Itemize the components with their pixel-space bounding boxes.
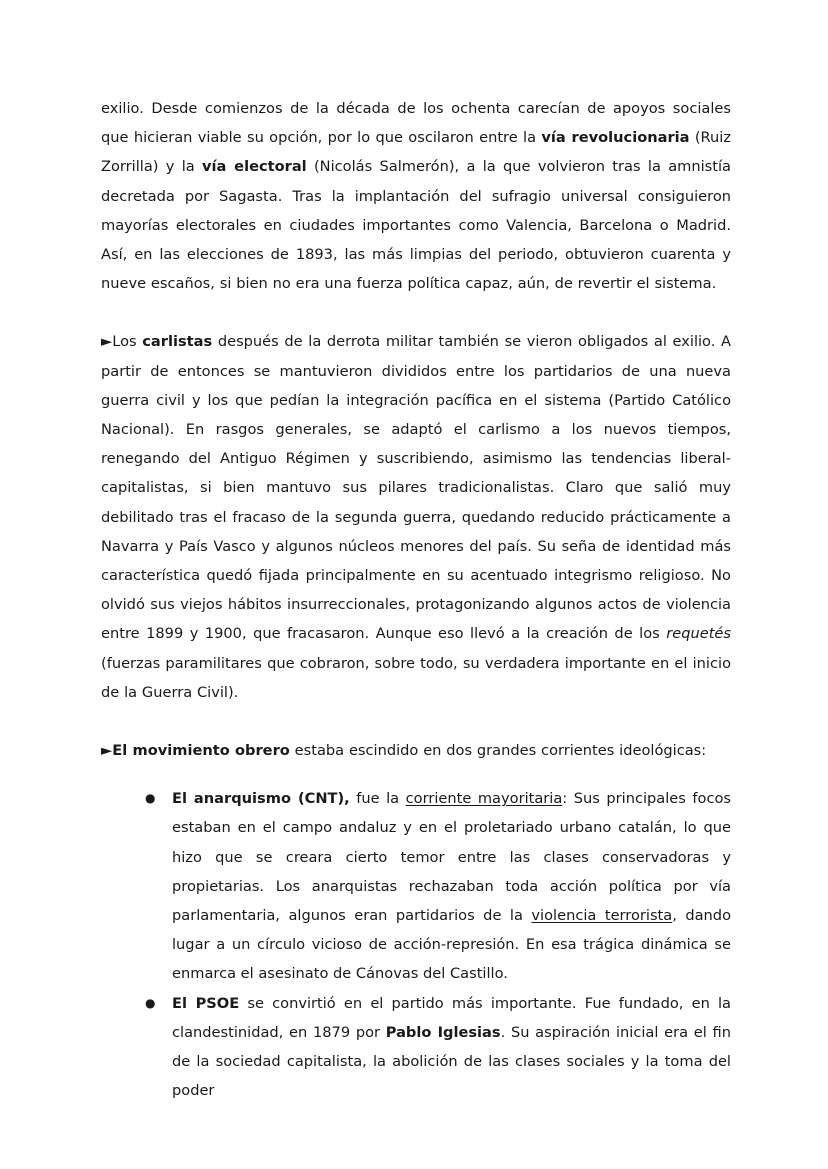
text-span: , dando lugar a un círculo vicioso de acción-represión. En esa trágica dinámica se enmarca el asesinato de Cánovas del Castillo.	[172, 907, 732, 983]
text-span: Los	[112, 333, 143, 351]
bold-anarquismo: El anarquismo (CNT),	[172, 790, 350, 808]
text-span: (Nicolás Salmerón), a la que volvieron tras la amnistía decretada por Sagasta. Tras la implantación del sufragio universal consiguieron mayorías electorales en ciudades importantes como Valencia, Barcelona o Madrid. Así, en las elecciones de 1893, las más limpias del periodo, obtuvieron cuarenta y nueve escaños, si bien no era una fuerza política capaz, aún, de revertir el sistema.	[101, 158, 731, 293]
text-span: fue la	[349, 790, 406, 808]
underline-violencia-terrorista: violencia terrorista	[531, 907, 673, 925]
text-span: exilio. Desde comienzos de la década de los ochenta carecían de apoyos sociales que hicieran viable su opción, por lo que oscilaron entre la	[101, 100, 731, 147]
text-span: (Ruiz Zorrilla) y la	[101, 129, 731, 176]
bullet-icon: ●	[145, 995, 156, 1010]
paragraph-movimiento-obrero	[101, 736, 731, 765]
bullet-icon: ●	[145, 791, 156, 806]
arrow-bullet-icon: ►	[101, 333, 113, 351]
text-span: estaba escindido en dos grandes corrientes ideológicas:	[289, 742, 707, 760]
bold-via-revolucionaria: vía revolucionaria	[541, 129, 690, 147]
paragraph-republicanos	[101, 94, 731, 298]
bold-via-electoral: vía electoral	[202, 158, 307, 176]
bold-carlistas: carlistas	[142, 333, 213, 351]
list-item-psoe	[101, 989, 731, 1106]
text-span: : Sus principales focos estaban en el campo andaluz y en el proletariado urbano catalán, lo que hizo que se creara cierto temor entre las clases conservadoras y propietarias. Los anarquistas rechazaban toda acción política por vía parlamentaria, algunos eran partidarios de la	[172, 790, 732, 925]
list-item-anarquismo	[101, 784, 731, 988]
text-span: después de la derrota militar también se vieron obligados al exilio. A partir de entonces se mantuvieron divididos entre los partidarios de una nueva guerra civil y los que pedían la integración pacífica en el sistema (Partido Católico Nacional). En rasgos generales, se adaptó el carlismo a los nuevos tiempos, renegando del Antiguo Régimen y suscribiendo, asimismo las tendencias liberal-capitalistas, si bien mantuvo sus pilares tradicionalistas. Claro que salió muy debilitado tras el fracaso de la segunda guerra, quedando reducido prácticamente a Navarra y País Vasco y algunos núcleos menores del país. Su seña de identidad más característica quedó fijada principalmente en su acentuado integrismo religioso. No olvidó sus viejos hábitos insurreccionales, protagonizando algunos actos de violencia entre 1899 y 1900, que fracasaron. Aunque eso llevó a la creación de los	[101, 333, 731, 643]
bold-psoe: El PSOE	[172, 994, 240, 1012]
text-span: . Su aspiración inicial era el fin de la sociedad capitalista, la abolición de las clases sociales y la toma del poder	[172, 1023, 731, 1100]
underline-corriente-mayoritaria: corriente mayoritaria	[405, 790, 563, 808]
document-page	[101, 94, 731, 1106]
ideology-list	[101, 784, 731, 1105]
bold-pablo-iglesias: Pablo Iglesias	[385, 1023, 501, 1041]
arrow-bullet-icon: ►	[101, 742, 113, 760]
italic-requetes: requetés	[666, 625, 731, 643]
paragraph-carlistas	[101, 327, 731, 707]
text-span: (fuerzas paramilitares que cobraron, sobre todo, su verdadera importante en el inicio de la Guerra Civil).	[101, 654, 731, 701]
text-span: se convirtió en el partido más importante. Fue fundado, en la clandestinidad, en 1879 por	[172, 994, 731, 1041]
bold-movimiento-obrero: El movimiento obrero	[112, 742, 290, 760]
